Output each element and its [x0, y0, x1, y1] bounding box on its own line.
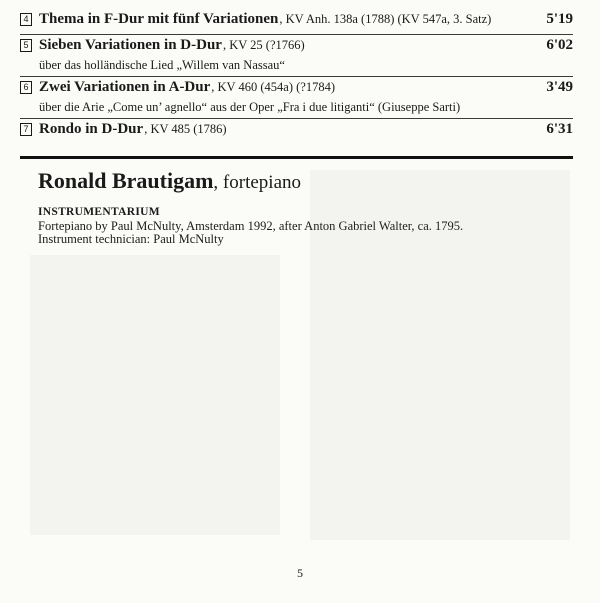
track-catalog: , KV Anh. 138a (1788) (KV 547a, 3. Satz): [279, 12, 492, 26]
instrumentarium-line: Instrument technician: Paul McNulty: [38, 232, 224, 246]
performer-role: , fortepiano: [213, 172, 301, 193]
track-title: Zwei Variationen in A-Dur: [39, 79, 211, 95]
track-number-box: 7: [20, 123, 32, 136]
track-number-box: 5: [20, 39, 32, 52]
page-number: 5: [297, 566, 303, 580]
track-item: [20, 119, 573, 141]
track-duration: 6'02: [546, 37, 573, 53]
track-title: Rondo in D-Dur: [39, 121, 144, 137]
paper-bleedthrough: [310, 170, 570, 540]
track-catalog: , KV 485 (1786): [144, 122, 227, 136]
section-divider: [20, 156, 573, 159]
performer-heading: [38, 168, 301, 194]
performer-name: Ronald Brautigam: [38, 168, 214, 193]
track-duration: 5'19: [546, 11, 573, 27]
track-item: [20, 35, 573, 77]
track-number-box: 6: [20, 81, 32, 94]
track-subtitle: über das holländische Lied „Willem van Nassau“: [39, 58, 285, 72]
track-title: Thema in F-Dur mit fünf Variationen: [39, 11, 279, 27]
track-catalog: , KV 25 (?1766): [222, 38, 305, 52]
track-list: [20, 9, 573, 141]
track-item: [20, 77, 573, 119]
instrumentarium-heading: INSTRUMENTARIUM: [38, 206, 160, 218]
track-duration: 6'31: [546, 121, 573, 137]
track-catalog: , KV 460 (454a) (?1784): [211, 80, 335, 94]
track-duration: 3'49: [546, 79, 573, 95]
track-subtitle: über die Arie „Come un’ agnello“ aus der Oper „Fra i due litiganti“ (Giuseppe Sarti): [39, 100, 461, 114]
track-item: [20, 9, 573, 35]
paper-bleedthrough: [30, 255, 280, 535]
track-number-box: 4: [20, 13, 32, 26]
track-title: Sieben Variationen in D-Dur: [39, 37, 222, 53]
instrumentarium-line: Fortepiano by Paul McNulty, Amsterdam 1992, after Anton Gabriel Walter, ca. 1795.: [38, 218, 464, 233]
